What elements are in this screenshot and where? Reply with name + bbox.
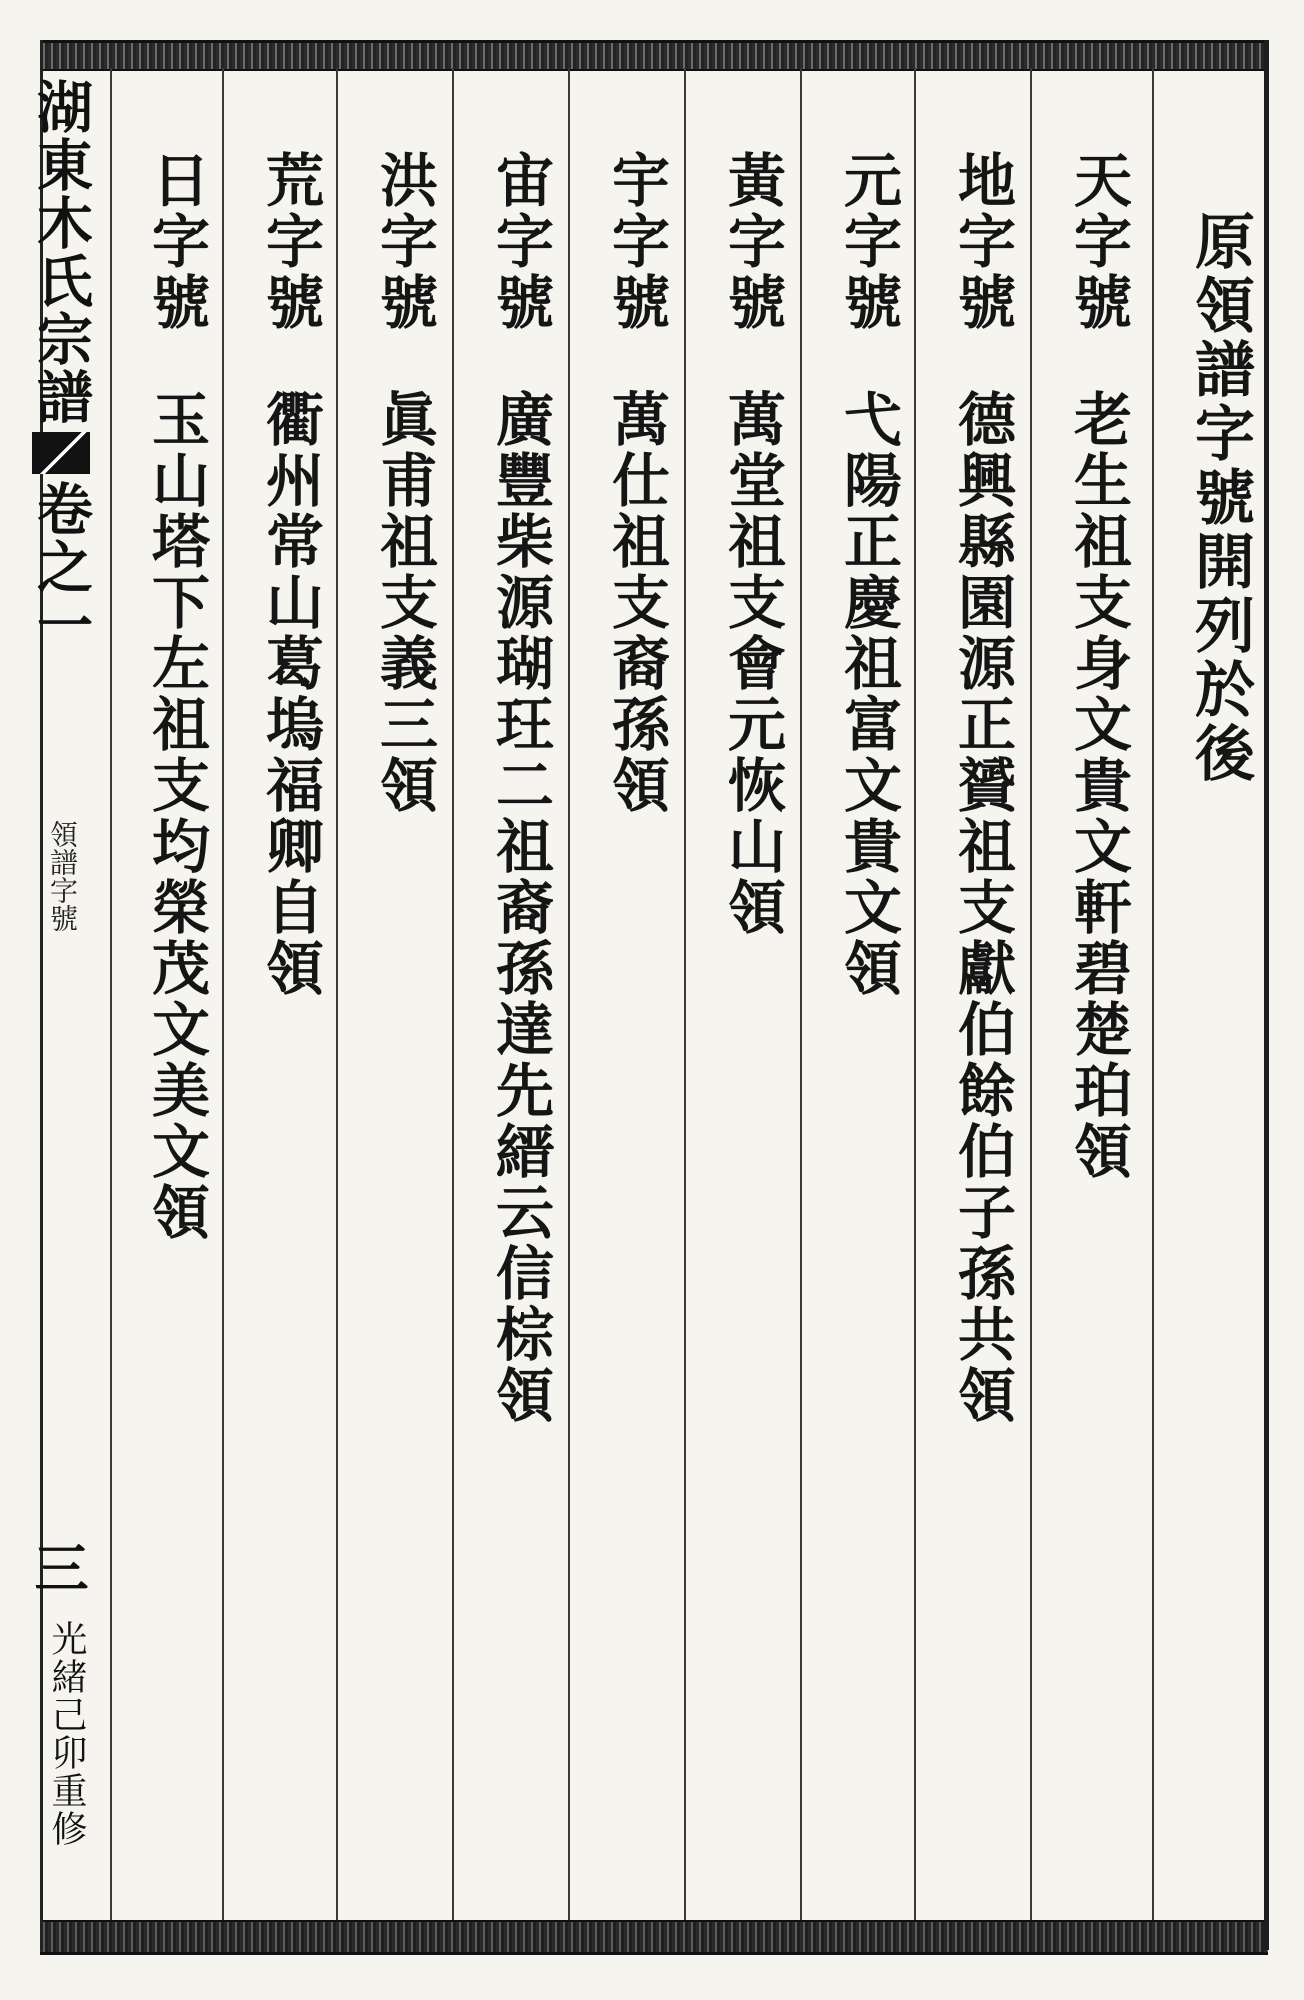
entry-column	[238, 150, 342, 999]
entry-code: 洪字號	[370, 150, 438, 333]
entry-code: 荒字號	[256, 150, 324, 333]
entry-holder: 眞甫祖支義三領	[370, 389, 438, 816]
entry-holder: 弋陽正慶祖富文貴文領	[834, 389, 902, 999]
entry-column	[352, 150, 456, 816]
entry-column	[124, 150, 228, 1243]
entry-column	[816, 150, 920, 999]
entry-code: 宇字號	[602, 150, 670, 333]
volume-label: 卷之一	[28, 480, 94, 654]
column-rule	[1152, 68, 1154, 1920]
page-number: 三	[26, 1540, 90, 1594]
fish-tail-mark	[32, 432, 90, 474]
book-title-text: 湖東木氏宗譜	[28, 78, 94, 426]
column-rule	[110, 68, 112, 1920]
entry-holder: 衢州常山葛塢福卿自領	[256, 389, 324, 999]
entry-holder: 萬仕祖支裔孫領	[602, 389, 670, 816]
bottom-border	[40, 1920, 1268, 1955]
entry-holder: 德興縣園源正贇祖支獻伯餘伯子孫共領	[948, 389, 1016, 1426]
entry-holder: 玉山塔下左祖支均榮茂文美文領	[142, 389, 210, 1243]
entry-holder: 廣豐柴源瑚玨二祖裔孫達先縉云信棕領	[486, 389, 554, 1426]
section-label: 領譜字號	[46, 820, 79, 932]
entry-column	[700, 150, 804, 938]
entry-code: 宙字號	[486, 150, 554, 333]
edition-note: 光緒己卯重修	[46, 1620, 87, 1848]
entry-code: 元字號	[834, 150, 902, 333]
entry-column	[930, 150, 1034, 1426]
page-heading: 原領譜字號開列於後	[1185, 210, 1255, 786]
entry-code: 天字號	[1064, 150, 1132, 333]
entry-code: 黃字號	[718, 150, 786, 333]
entry-column	[468, 150, 572, 1426]
entry-column	[1046, 150, 1150, 1182]
entry-column	[584, 150, 688, 816]
entry-holder: 老生祖支身文貴文軒碧楚珀領	[1064, 389, 1132, 1182]
entry-holder: 萬堂祖支會元恢山領	[718, 389, 786, 938]
top-border	[40, 40, 1268, 71]
entry-code: 日字號	[142, 150, 210, 333]
entry-code: 地字號	[948, 150, 1016, 333]
